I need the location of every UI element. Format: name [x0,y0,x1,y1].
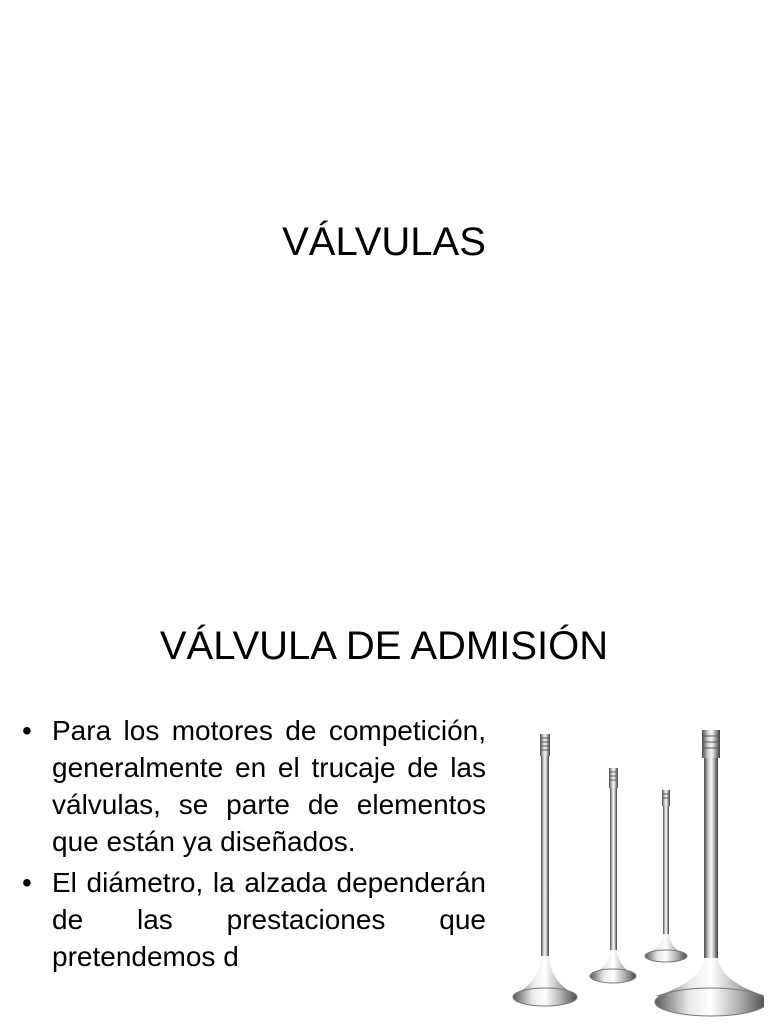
bullet-symbol: • [22,867,32,898]
bullet-list [22,712,486,979]
slide-intake-valve [0,600,768,1024]
slide-heading: VÁLVULA DE ADMISIÓN [159,624,609,668]
valves-photo [506,722,764,1022]
bullet-item [22,864,486,975]
bullet-text: Para los motores de competición, generalmente en el trucaje de las válvulas, se parte de elementos que están ya diseñados. [52,715,486,857]
bullet-text: El diámetro, la alzada dependerán de las prestaciones que pretendemos d [52,867,486,972]
bullet-item [22,712,486,860]
valve-left [513,734,577,1006]
slide-title [0,0,768,480]
slide-title-heading: VÁLVULAS [282,220,486,264]
valve-small [645,790,687,962]
bullet-symbol: • [22,715,32,746]
valve-middle [590,768,636,983]
valve-large [655,730,764,1016]
